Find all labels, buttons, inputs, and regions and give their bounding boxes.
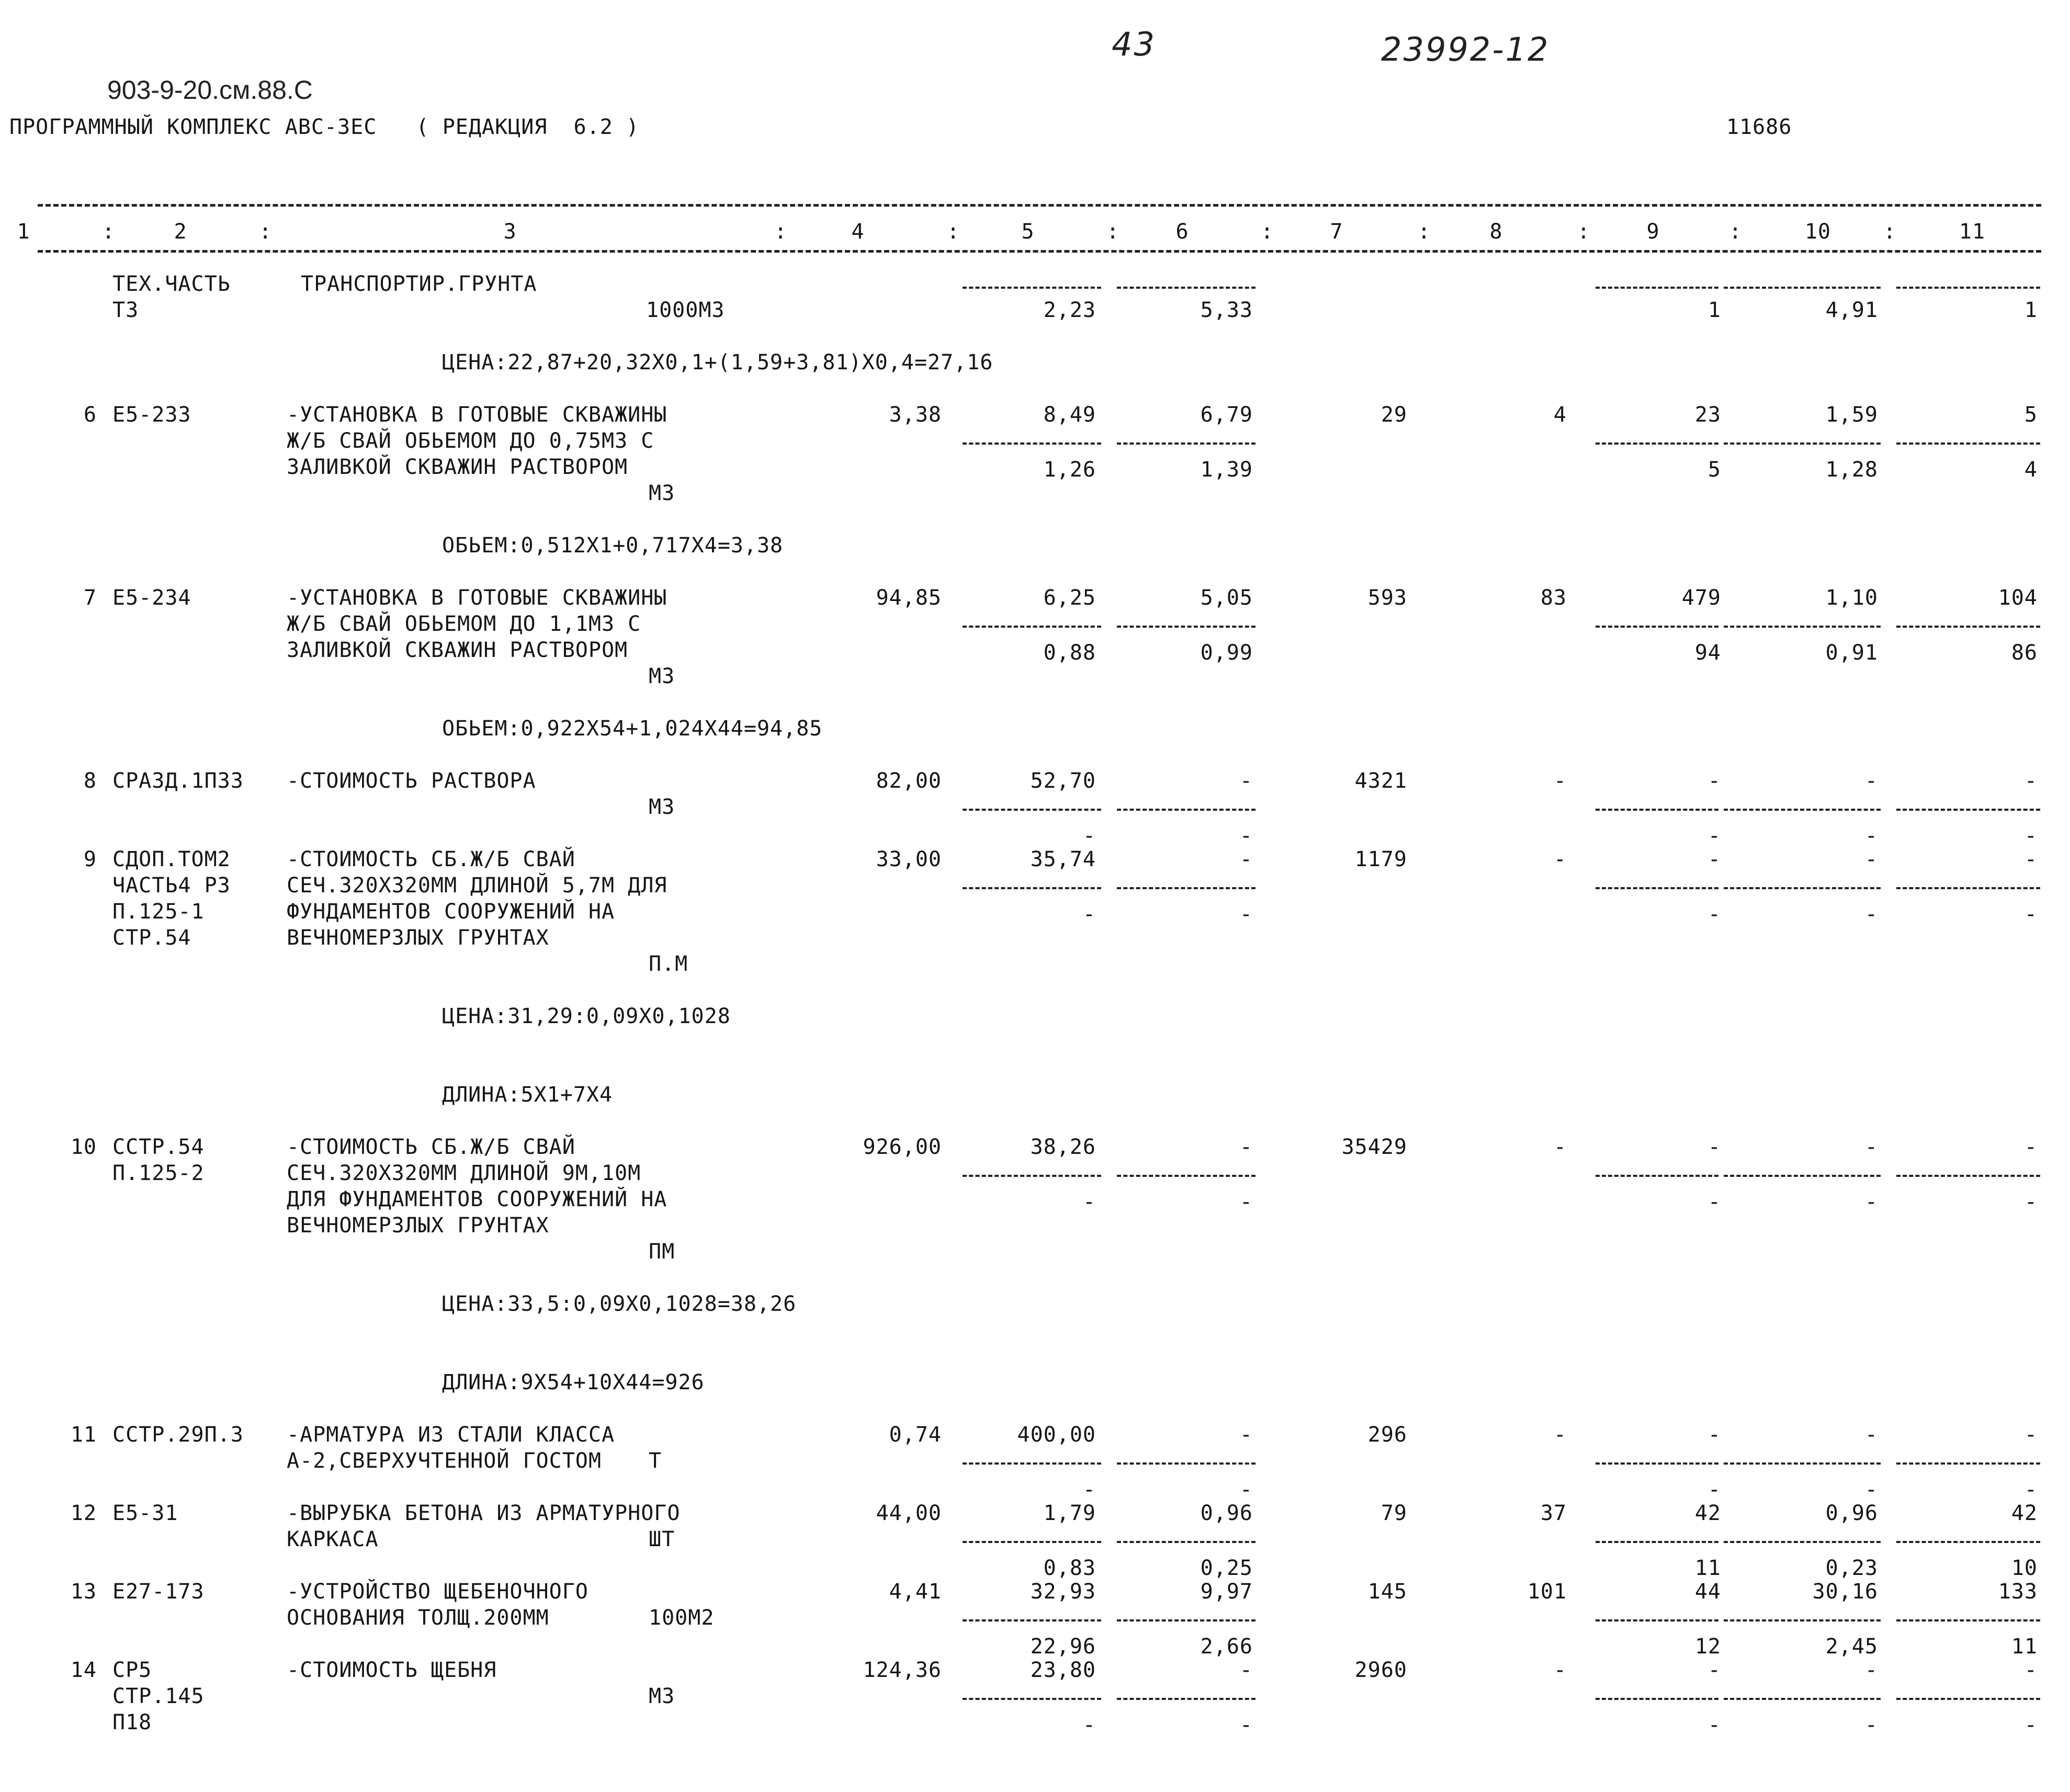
row-subvalue-c11: - bbox=[2024, 824, 2038, 848]
row-subvalue-c6: - bbox=[1239, 1190, 1253, 1214]
row-unit: М3 bbox=[649, 664, 675, 688]
subtotal-divider bbox=[1896, 626, 2040, 628]
tech-unit: 1000М3 bbox=[646, 298, 725, 322]
row-unit: М3 bbox=[649, 481, 675, 505]
row-subvalue-c6: - bbox=[1239, 1713, 1253, 1737]
column-header: 5 bbox=[1021, 220, 1035, 244]
row-value-c8: 4 bbox=[1553, 403, 1567, 427]
subtotal-divider bbox=[1596, 443, 1718, 445]
column-header: 10 bbox=[1804, 220, 1831, 244]
row-value-c6: 6,79 bbox=[1200, 403, 1253, 427]
subtotal-divider bbox=[1117, 443, 1255, 445]
subtotal-divider bbox=[1117, 1619, 1255, 1621]
row-subvalue-c5: - bbox=[1082, 1190, 1096, 1214]
row-number: 13 bbox=[70, 1580, 97, 1604]
row-value-c9: - bbox=[1707, 1423, 1721, 1447]
row-subvalue-c11: 11 bbox=[2011, 1635, 2038, 1659]
column-header: 4 bbox=[851, 220, 865, 244]
row-subvalue-c5: 0,83 bbox=[1043, 1556, 1096, 1580]
row-value-c5: 52,70 bbox=[1030, 769, 1096, 793]
row-number: 6 bbox=[83, 403, 97, 427]
column-separator: : bbox=[774, 220, 787, 244]
header-rule-bottom bbox=[38, 250, 2041, 253]
row-value-c7: 145 bbox=[1367, 1580, 1407, 1604]
row-value-c10: 30,16 bbox=[1812, 1580, 1878, 1604]
row-subvalue-c11: 86 bbox=[2011, 641, 2038, 665]
row-subvalue-c11: - bbox=[2024, 1190, 2038, 1214]
column-header: 8 bbox=[1489, 220, 1503, 244]
row-value-c11: - bbox=[2024, 1423, 2038, 1447]
row-subvalue-c11: - bbox=[2024, 902, 2038, 926]
subtotal-divider bbox=[963, 1698, 1101, 1700]
row-subvalue-c9: 5 bbox=[1707, 458, 1721, 482]
row-value-c8: - bbox=[1553, 1658, 1567, 1682]
subtotal-divider bbox=[1596, 287, 1718, 289]
row-value-c6: 5,05 bbox=[1200, 586, 1253, 610]
row-description: -СТОИМОСТЬ СБ.Ж/Б СВАЙ bbox=[287, 847, 575, 871]
row-formula: ОБЬЕМ:0,922Х54+1,024Х44=94,85 bbox=[442, 717, 823, 741]
tech-value: 2,23 bbox=[1043, 298, 1096, 322]
row-subvalue-c9: - bbox=[1707, 1478, 1721, 1502]
column-separator: : bbox=[947, 220, 960, 244]
row-value-c7: 1179 bbox=[1354, 847, 1407, 871]
row-subvalue-c10: - bbox=[1864, 824, 1878, 848]
sheet-number: 11686 bbox=[1726, 115, 1792, 139]
subtotal-divider bbox=[1896, 809, 2040, 811]
row-value-c10: - bbox=[1864, 1423, 1878, 1447]
tech-value: 5,33 bbox=[1200, 298, 1253, 322]
row-unit: М3 bbox=[649, 795, 675, 819]
row-value-c10: - bbox=[1864, 1135, 1878, 1159]
row-unit: П.М bbox=[649, 952, 688, 976]
subtotal-divider bbox=[1596, 887, 1718, 889]
row-subvalue-c5: - bbox=[1082, 902, 1096, 926]
row-description: СЕЧ.320Х320ММ ДЛИНОЙ 9М,10М bbox=[287, 1161, 641, 1185]
row-value-c9: - bbox=[1707, 847, 1721, 871]
row-description: -АРМАТУРА ИЗ СТАЛИ КЛАССА bbox=[287, 1423, 615, 1447]
subtotal-divider bbox=[1724, 887, 1881, 889]
row-subvalue-c10: - bbox=[1864, 902, 1878, 926]
row-value-c11: 5 bbox=[2024, 403, 2038, 427]
row-code: Е27-173 bbox=[112, 1580, 205, 1604]
row-value-c4: 0,74 bbox=[889, 1423, 942, 1447]
row-value-c11: 104 bbox=[1998, 586, 2038, 610]
subtotal-divider bbox=[1896, 1462, 2040, 1465]
subtotal-divider bbox=[1117, 1175, 1255, 1177]
row-code: П.125-1 bbox=[112, 900, 205, 924]
tech-description: ТРАНСПОРТИР.ГРУНТА bbox=[301, 272, 537, 296]
row-code: Е5-234 bbox=[112, 586, 191, 610]
row-value-c10: - bbox=[1864, 769, 1878, 793]
row-description: ДЛЯ ФУНДАМЕНТОВ СООРУЖЕНИЙ НА bbox=[287, 1187, 668, 1211]
subtotal-divider bbox=[1117, 1541, 1255, 1543]
subtotal-divider bbox=[1117, 626, 1255, 628]
row-subvalue-c6: 0,25 bbox=[1200, 1556, 1253, 1580]
row-subvalue-c6: - bbox=[1239, 902, 1253, 926]
row-subvalue-c10: 2,45 bbox=[1825, 1635, 1878, 1659]
column-header: 9 bbox=[1646, 220, 1660, 244]
subtotal-divider bbox=[1896, 443, 2040, 445]
row-number: 9 bbox=[83, 847, 97, 871]
row-subvalue-c5: 1,26 bbox=[1043, 458, 1096, 482]
subtotal-divider bbox=[963, 1462, 1101, 1465]
subtotal-divider bbox=[963, 887, 1101, 889]
row-value-c5: 400,00 bbox=[1017, 1423, 1096, 1447]
row-value-c9: 23 bbox=[1694, 403, 1721, 427]
row-value-c7: 296 bbox=[1367, 1423, 1407, 1447]
row-subvalue-c6: 1,39 bbox=[1200, 458, 1253, 482]
row-description: -УСТРОЙСТВО ЩЕБЕНОЧНОГО bbox=[287, 1580, 589, 1604]
row-description: А-2,СВЕРХУЧТЕННОЙ ГОСТОМ bbox=[287, 1449, 602, 1473]
row-description: Ж/Б СВАЙ ОБЬЕМОМ ДО 1,1М3 С bbox=[287, 612, 641, 636]
row-value-c5: 32,93 bbox=[1030, 1580, 1096, 1604]
subtotal-divider bbox=[1896, 1698, 2040, 1700]
row-subvalue-c10: 0,23 bbox=[1825, 1556, 1878, 1580]
row-value-c4: 926,00 bbox=[863, 1135, 942, 1159]
row-value-c5: 38,26 bbox=[1030, 1135, 1096, 1159]
row-value-c9: 42 bbox=[1694, 1501, 1721, 1525]
row-subvalue-c5: - bbox=[1082, 1478, 1096, 1502]
column-header: 6 bbox=[1175, 220, 1189, 244]
subtotal-divider bbox=[1724, 1175, 1881, 1177]
row-value-c4: 44,00 bbox=[876, 1501, 942, 1525]
subtotal-divider bbox=[1724, 1698, 1881, 1700]
row-value-c7: 4321 bbox=[1354, 769, 1407, 793]
row-unit: М3 bbox=[649, 1684, 675, 1708]
tech-value: 1 bbox=[1707, 298, 1721, 322]
row-code: СТР.145 bbox=[112, 1684, 205, 1708]
column-separator: : bbox=[1883, 220, 1896, 244]
row-value-c6: - bbox=[1239, 847, 1253, 871]
row-subvalue-c11: 4 bbox=[2024, 458, 2038, 482]
row-description: -УСТАНОВКА В ГОТОВЫЕ СКВАЖИНЫ bbox=[287, 403, 668, 427]
subtotal-divider bbox=[1596, 1619, 1718, 1621]
subtotal-divider bbox=[1596, 1462, 1718, 1465]
row-subvalue-c10: - bbox=[1864, 1190, 1878, 1214]
subtotal-divider bbox=[1596, 1175, 1718, 1177]
row-subvalue-c9: - bbox=[1707, 824, 1721, 848]
row-value-c10: - bbox=[1864, 1658, 1878, 1682]
row-code: СРАЗД.1П33 bbox=[112, 769, 244, 793]
row-description: -ВЫРУБКА БЕТОНА ИЗ АРМАТУРНОГО bbox=[287, 1501, 681, 1525]
row-subvalue-c10: - bbox=[1864, 1478, 1878, 1502]
row-subvalue-c10: - bbox=[1864, 1713, 1878, 1737]
row-description: КАРКАСА bbox=[287, 1527, 379, 1551]
row-value-c4: 33,00 bbox=[876, 847, 942, 871]
row-description: ЗАЛИВКОЙ СКВАЖИН РАСТВОРОМ bbox=[287, 455, 628, 479]
row-code: П18 bbox=[112, 1710, 152, 1734]
column-separator: : bbox=[1418, 220, 1431, 244]
row-value-c10: 0,96 bbox=[1825, 1501, 1878, 1525]
row-value-c5: 23,80 bbox=[1030, 1658, 1096, 1682]
subtotal-divider bbox=[1596, 1698, 1718, 1700]
row-value-c5: 35,74 bbox=[1030, 847, 1096, 871]
tech-code: ТЕХ.ЧАСТЬ bbox=[112, 272, 231, 296]
row-value-c7: 35429 bbox=[1341, 1135, 1407, 1159]
subtotal-divider bbox=[963, 626, 1101, 628]
row-value-c11: 42 bbox=[2011, 1501, 2038, 1525]
subtotal-divider bbox=[1724, 1619, 1881, 1621]
column-separator: : bbox=[102, 220, 115, 244]
subtotal-divider bbox=[1117, 809, 1255, 811]
row-value-c9: 44 bbox=[1694, 1580, 1721, 1604]
column-header: 2 bbox=[174, 220, 187, 244]
row-value-c9: - bbox=[1707, 1135, 1721, 1159]
subtotal-divider bbox=[1724, 1462, 1881, 1465]
row-subvalue-c9: 11 bbox=[1694, 1556, 1721, 1580]
row-subvalue-c9: 12 bbox=[1694, 1635, 1721, 1659]
row-number: 8 bbox=[83, 769, 97, 793]
row-value-c10: - bbox=[1864, 847, 1878, 871]
row-value-c4: 94,85 bbox=[876, 586, 942, 610]
row-value-c11: - bbox=[2024, 847, 2038, 871]
row-value-c11: 133 bbox=[1998, 1580, 2038, 1604]
row-subvalue-c6: - bbox=[1239, 1478, 1253, 1502]
row-code: П.125-2 bbox=[112, 1161, 205, 1185]
row-subvalue-c11: - bbox=[2024, 1713, 2038, 1737]
header-rule-top bbox=[38, 204, 2041, 207]
series-code: 903-9-20.см.88.С bbox=[107, 75, 313, 105]
tech-value: 4,91 bbox=[1825, 298, 1878, 322]
subtotal-divider bbox=[1724, 809, 1881, 811]
row-value-c9: - bbox=[1707, 1658, 1721, 1682]
subtotal-divider bbox=[1896, 887, 2040, 889]
page-number: 43 bbox=[1112, 25, 1156, 63]
column-separator: : bbox=[259, 220, 272, 244]
subtotal-divider bbox=[963, 287, 1101, 289]
row-subvalue-c5: 0,88 bbox=[1043, 641, 1096, 665]
subtotal-divider bbox=[963, 443, 1101, 445]
row-code: ССТР.54 bbox=[112, 1135, 205, 1159]
subtotal-divider bbox=[1896, 1619, 2040, 1621]
row-formula: ЦЕНА:33,5:0,09Х0,1028=38,26 bbox=[442, 1292, 797, 1316]
row-value-c6: - bbox=[1239, 1423, 1253, 1447]
row-description: -СТОИМОСТЬ СБ.Ж/Б СВАЙ bbox=[287, 1135, 575, 1159]
row-value-c8: - bbox=[1553, 769, 1567, 793]
row-formula: ДЛИНА:9Х54+10Х44=926 bbox=[442, 1370, 705, 1394]
row-value-c11: - bbox=[2024, 769, 2038, 793]
row-value-c8: - bbox=[1553, 847, 1567, 871]
row-number: 7 bbox=[83, 586, 97, 610]
column-separator: : bbox=[1261, 220, 1274, 244]
row-unit: ШТ bbox=[649, 1527, 675, 1551]
row-subvalue-c5: - bbox=[1082, 1713, 1096, 1737]
row-value-c8: 83 bbox=[1540, 586, 1567, 610]
column-header: 3 bbox=[503, 220, 517, 244]
subtotal-divider bbox=[1117, 1462, 1255, 1465]
subtotal-divider bbox=[1896, 287, 2040, 289]
row-value-c9: 479 bbox=[1681, 586, 1721, 610]
subtotal-divider bbox=[1724, 1541, 1881, 1543]
row-code: СТР.54 bbox=[112, 926, 191, 950]
subtotal-divider bbox=[963, 1175, 1101, 1177]
row-code: СР5 bbox=[112, 1658, 152, 1682]
row-value-c7: 29 bbox=[1381, 403, 1407, 427]
row-value-c8: - bbox=[1553, 1135, 1567, 1159]
row-description: ВЕЧНОМЕРЗЛЫХ ГРУНТАХ bbox=[287, 926, 549, 950]
row-value-c6: - bbox=[1239, 1135, 1253, 1159]
row-code: ССТР.29П.3 bbox=[112, 1423, 244, 1447]
row-value-c9: - bbox=[1707, 769, 1721, 793]
column-header: 11 bbox=[1959, 220, 1986, 244]
row-value-c7: 79 bbox=[1381, 1501, 1407, 1525]
row-description: ФУНДАМЕНТОВ СООРУЖЕНИЙ НА bbox=[287, 900, 615, 924]
subtotal-divider bbox=[1596, 809, 1718, 811]
row-description: -СТОИМОСТЬ ЩЕБНЯ bbox=[287, 1658, 497, 1682]
row-subvalue-c6: 2,66 bbox=[1200, 1635, 1253, 1659]
row-value-c5: 8,49 bbox=[1043, 403, 1096, 427]
row-subvalue-c9: - bbox=[1707, 1190, 1721, 1214]
subtotal-divider bbox=[963, 1619, 1101, 1621]
row-subvalue-c10: 0,91 bbox=[1825, 641, 1878, 665]
row-description: ОСНОВАНИЯ ТОЛЩ.200ММ bbox=[287, 1606, 549, 1630]
row-formula: ОБЬЕМ:0,512Х1+0,717Х4=3,38 bbox=[442, 534, 784, 558]
column-header: 1 bbox=[17, 220, 30, 244]
row-description: ВЕЧНОМЕРЗЛЫХ ГРУНТАХ bbox=[287, 1213, 549, 1238]
row-unit: ПМ bbox=[649, 1240, 675, 1264]
row-value-c10: 1,59 bbox=[1825, 403, 1878, 427]
tech-formula: ЦЕНА:22,87+20,32Х0,1+(1,59+3,81)Х0,4=27,16 bbox=[442, 350, 993, 375]
row-value-c8: 37 bbox=[1540, 1501, 1567, 1525]
subtotal-divider bbox=[1117, 287, 1255, 289]
subtotal-divider bbox=[1896, 1175, 2040, 1177]
row-formula: ДЛИНА:5Х1+7Х4 bbox=[442, 1083, 613, 1107]
row-description: -УСТАНОВКА В ГОТОВЫЕ СКВАЖИНЫ bbox=[287, 586, 668, 610]
row-value-c7: 2960 bbox=[1354, 1658, 1407, 1682]
document-code: 23992-12 bbox=[1381, 30, 1550, 69]
row-value-c10: 1,10 bbox=[1825, 586, 1878, 610]
row-value-c4: 124,36 bbox=[863, 1658, 942, 1682]
row-description: -СТОИМОСТЬ РАСТВОРА bbox=[287, 769, 536, 793]
row-value-c4: 4,41 bbox=[889, 1580, 942, 1604]
row-code: Е5-233 bbox=[112, 403, 191, 427]
row-value-c5: 6,25 bbox=[1043, 586, 1096, 610]
row-subvalue-c5: - bbox=[1082, 824, 1096, 848]
row-description: СЕЧ.320Х320ММ ДЛИНОЙ 5,7М ДЛЯ bbox=[287, 874, 668, 898]
subtotal-divider bbox=[1896, 1541, 2040, 1543]
row-value-c7: 593 bbox=[1367, 586, 1407, 610]
subtotal-divider bbox=[1724, 443, 1881, 445]
row-value-c6: 9,97 bbox=[1200, 1580, 1253, 1604]
row-code: СДОП.ТОМ2 bbox=[112, 847, 231, 871]
row-description: ЗАЛИВКОЙ СКВАЖИН РАСТВОРОМ bbox=[287, 638, 628, 662]
row-number: 11 bbox=[70, 1423, 97, 1447]
column-separator: : bbox=[1577, 220, 1590, 244]
row-code: ЧАСТЬ4 Р3 bbox=[112, 874, 231, 898]
row-number: 14 bbox=[70, 1658, 97, 1682]
row-unit: 100М2 bbox=[649, 1606, 715, 1630]
row-subvalue-c6: - bbox=[1239, 824, 1253, 848]
row-value-c11: - bbox=[2024, 1135, 2038, 1159]
row-number: 10 bbox=[70, 1135, 97, 1159]
tech-value: 1 bbox=[2024, 298, 2038, 322]
row-value-c8: 101 bbox=[1527, 1580, 1567, 1604]
subtotal-divider bbox=[963, 809, 1101, 811]
row-subvalue-c10: 1,28 bbox=[1825, 458, 1878, 482]
row-value-c4: 82,00 bbox=[876, 769, 942, 793]
row-subvalue-c6: 0,99 bbox=[1200, 641, 1253, 665]
row-value-c6: - bbox=[1239, 1658, 1253, 1682]
row-value-c6: 0,96 bbox=[1200, 1501, 1253, 1525]
row-code: Е5-31 bbox=[112, 1501, 178, 1525]
row-description: Ж/Б СВАЙ ОБЬЕМОМ ДО 0,75М3 С bbox=[287, 429, 654, 453]
row-subvalue-c9: - bbox=[1707, 902, 1721, 926]
row-subvalue-c5: 22,96 bbox=[1030, 1635, 1096, 1659]
row-value-c5: 1,79 bbox=[1043, 1501, 1096, 1525]
row-subvalue-c11: 10 bbox=[2011, 1556, 2038, 1580]
subtotal-divider bbox=[1596, 626, 1718, 628]
row-number: 12 bbox=[70, 1501, 97, 1525]
subtotal-divider bbox=[1596, 1541, 1718, 1543]
column-separator: : bbox=[1729, 220, 1742, 244]
row-subvalue-c9: 94 bbox=[1694, 641, 1721, 665]
row-value-c8: - bbox=[1553, 1423, 1567, 1447]
subtotal-divider bbox=[1724, 626, 1881, 628]
row-value-c11: - bbox=[2024, 1658, 2038, 1682]
row-unit: Т bbox=[649, 1449, 662, 1473]
row-formula: ЦЕНА:31,29:0,09Х0,1028 bbox=[442, 1004, 731, 1028]
row-subvalue-c11: - bbox=[2024, 1478, 2038, 1502]
program-title: ПРОГРАММНЫЙ КОМПЛЕКС АВС-ЗЕС ( РЕДАКЦИЯ 6.2 ) bbox=[9, 115, 639, 139]
row-subvalue-c9: - bbox=[1707, 1713, 1721, 1737]
subtotal-divider bbox=[963, 1541, 1101, 1543]
subtotal-divider bbox=[1117, 887, 1255, 889]
row-value-c4: 3,38 bbox=[889, 403, 942, 427]
subtotal-divider bbox=[1724, 287, 1881, 289]
column-separator: : bbox=[1106, 220, 1119, 244]
subtotal-divider bbox=[1117, 1698, 1255, 1700]
tech-code: ТЗ bbox=[112, 298, 139, 322]
column-header: 7 bbox=[1330, 220, 1343, 244]
row-value-c6: - bbox=[1239, 769, 1253, 793]
